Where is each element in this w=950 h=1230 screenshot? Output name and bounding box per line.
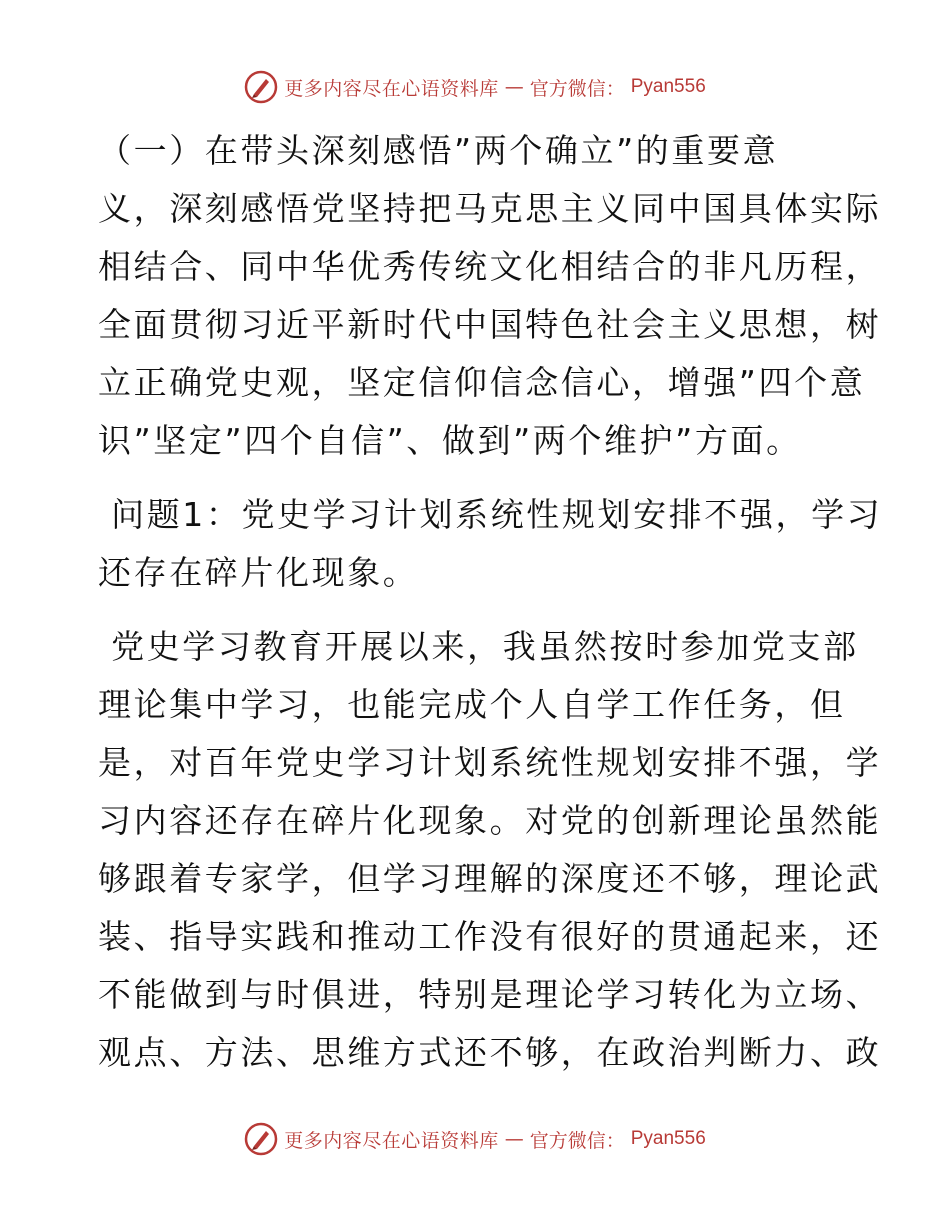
page-header xyxy=(0,70,950,104)
text-line: 还存在碎片化现象。 xyxy=(98,553,419,592)
pen-logo-icon xyxy=(244,70,278,104)
paragraph-2 xyxy=(98,486,883,602)
footer-wechat-id: Pyan556 xyxy=(630,1128,706,1149)
header-wechat-id: Pyan556 xyxy=(630,76,706,97)
pen-logo-icon xyxy=(244,1122,278,1156)
page-footer xyxy=(0,1122,950,1156)
header-brand-text: 更多内容尽在心语资料库 xyxy=(284,77,499,100)
text-line: 是，对百年党史学习计划系统性规划安排不强，学 xyxy=(98,743,882,782)
text-line: 相结合、同中华优秀传统文化相结合的非凡历程， xyxy=(98,247,882,286)
paragraph-1 xyxy=(98,122,882,470)
footer-wechat-label: 官方微信： xyxy=(529,1129,625,1152)
text-line: 装、指导实践和推动工作没有很好的贯通起来，还 xyxy=(98,917,882,956)
text-line: 问题1：党史学习计划系统性规划安排不强，学习 xyxy=(98,495,883,534)
footer-brand-text: 更多内容尽在心语资料库 xyxy=(284,1129,499,1152)
header-wechat-label: 官方微信： xyxy=(529,77,625,100)
header-dash: — xyxy=(504,76,524,98)
text-line: 不能做到与时俱进，特别是理论学习转化为立场、 xyxy=(98,975,882,1014)
paragraph-3 xyxy=(98,618,882,1082)
text-line: 观点、方法、思维方式还不够，在政治判断力、政 xyxy=(98,1033,882,1072)
text-line: 识”坚定”四个自信”、做到”两个维护”方面。 xyxy=(98,421,802,460)
text-line: 理论集中学习，也能完成个人自学工作任务，但 xyxy=(98,685,846,724)
paragraph-gap xyxy=(98,602,858,618)
text-line: （一）在带头深刻感悟”两个确立”的重要意 xyxy=(98,131,779,170)
paragraph-gap xyxy=(98,470,858,486)
text-line: 立正确党史观，坚定信仰信念信心，增强”四个意 xyxy=(98,363,866,402)
text-line: 党史学习教育开展以来，我虽然按时参加党支部 xyxy=(98,627,859,666)
footer-dash: — xyxy=(504,1128,524,1150)
document-body xyxy=(98,122,883,1082)
text-line: 习内容还存在碎片化现象。对党的创新理论虽然能 xyxy=(98,801,882,840)
text-line: 全面贯彻习近平新时代中国特色社会主义思想，树 xyxy=(98,305,882,344)
text-line: 够跟着专家学，但学习理解的深度还不够，理论武 xyxy=(98,859,882,898)
text-line: 义，深刻感悟党坚持把马克思主义同中国具体实际 xyxy=(98,189,882,228)
